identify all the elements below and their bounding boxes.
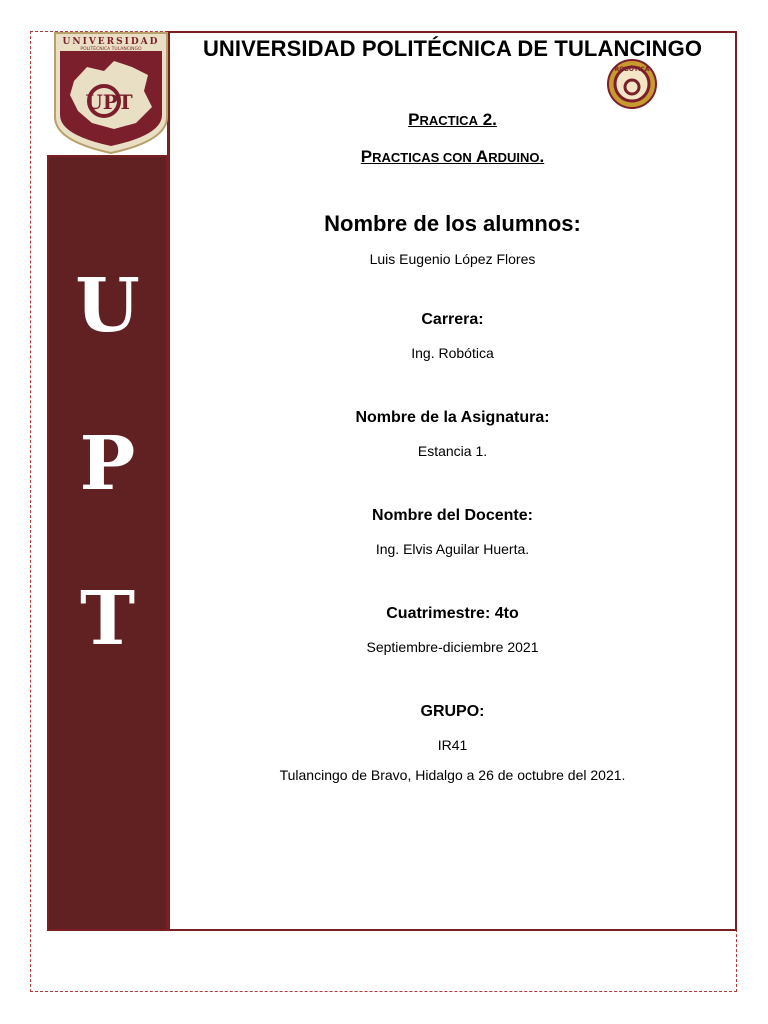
place-date: Tulancingo de Bravo, Hidalgo a 26 de octubre del 2021. (279, 767, 626, 783)
side-letter-t: T (79, 576, 136, 662)
teacher-value: Ing. Elvis Aguilar Huerta. (375, 541, 530, 557)
students-label: Nombre de los alumnos: (324, 211, 581, 236)
robotics-seal-logo (606, 58, 658, 110)
practice-title-heading: PRACTICAS CON ARDUINO. (360, 147, 545, 166)
term-value: Septiembre-diciembre 2021 (366, 639, 539, 655)
career-label: Carrera: (421, 311, 484, 328)
group-label: GRUPO: (420, 703, 485, 720)
practice-number-heading: PRACTICA 2. (408, 110, 497, 129)
teacher-label: Nombre del Docente: (372, 507, 533, 524)
svg-text:ROBÓTICA: ROBÓTICA (614, 66, 650, 73)
students-value: Luis Eugenio López Flores (369, 251, 536, 267)
subject-value: Estancia 1. (417, 443, 488, 459)
svg-text:POLITÉCNICA TULANCINGO: POLITÉCNICA TULANCINGO (80, 47, 142, 52)
side-letter-u: U (75, 263, 140, 349)
side-letter-p: P (79, 421, 136, 507)
svg-text:UNIVERSIDAD: UNIVERSIDAD (62, 37, 160, 47)
side-band (47, 155, 168, 931)
group-value: IR41 (437, 737, 468, 753)
subject-label: Nombre de la Asignatura: (355, 409, 550, 426)
career-value: Ing. Robótica (411, 345, 494, 361)
university-title: UNIVERSIDAD POLITÉCNICA DE TULANCINGO (202, 36, 703, 61)
term-label: Cuatrimestre: 4to (386, 605, 519, 622)
university-crest-logo (52, 31, 170, 155)
svg-text:UPT: UPT (85, 90, 133, 114)
